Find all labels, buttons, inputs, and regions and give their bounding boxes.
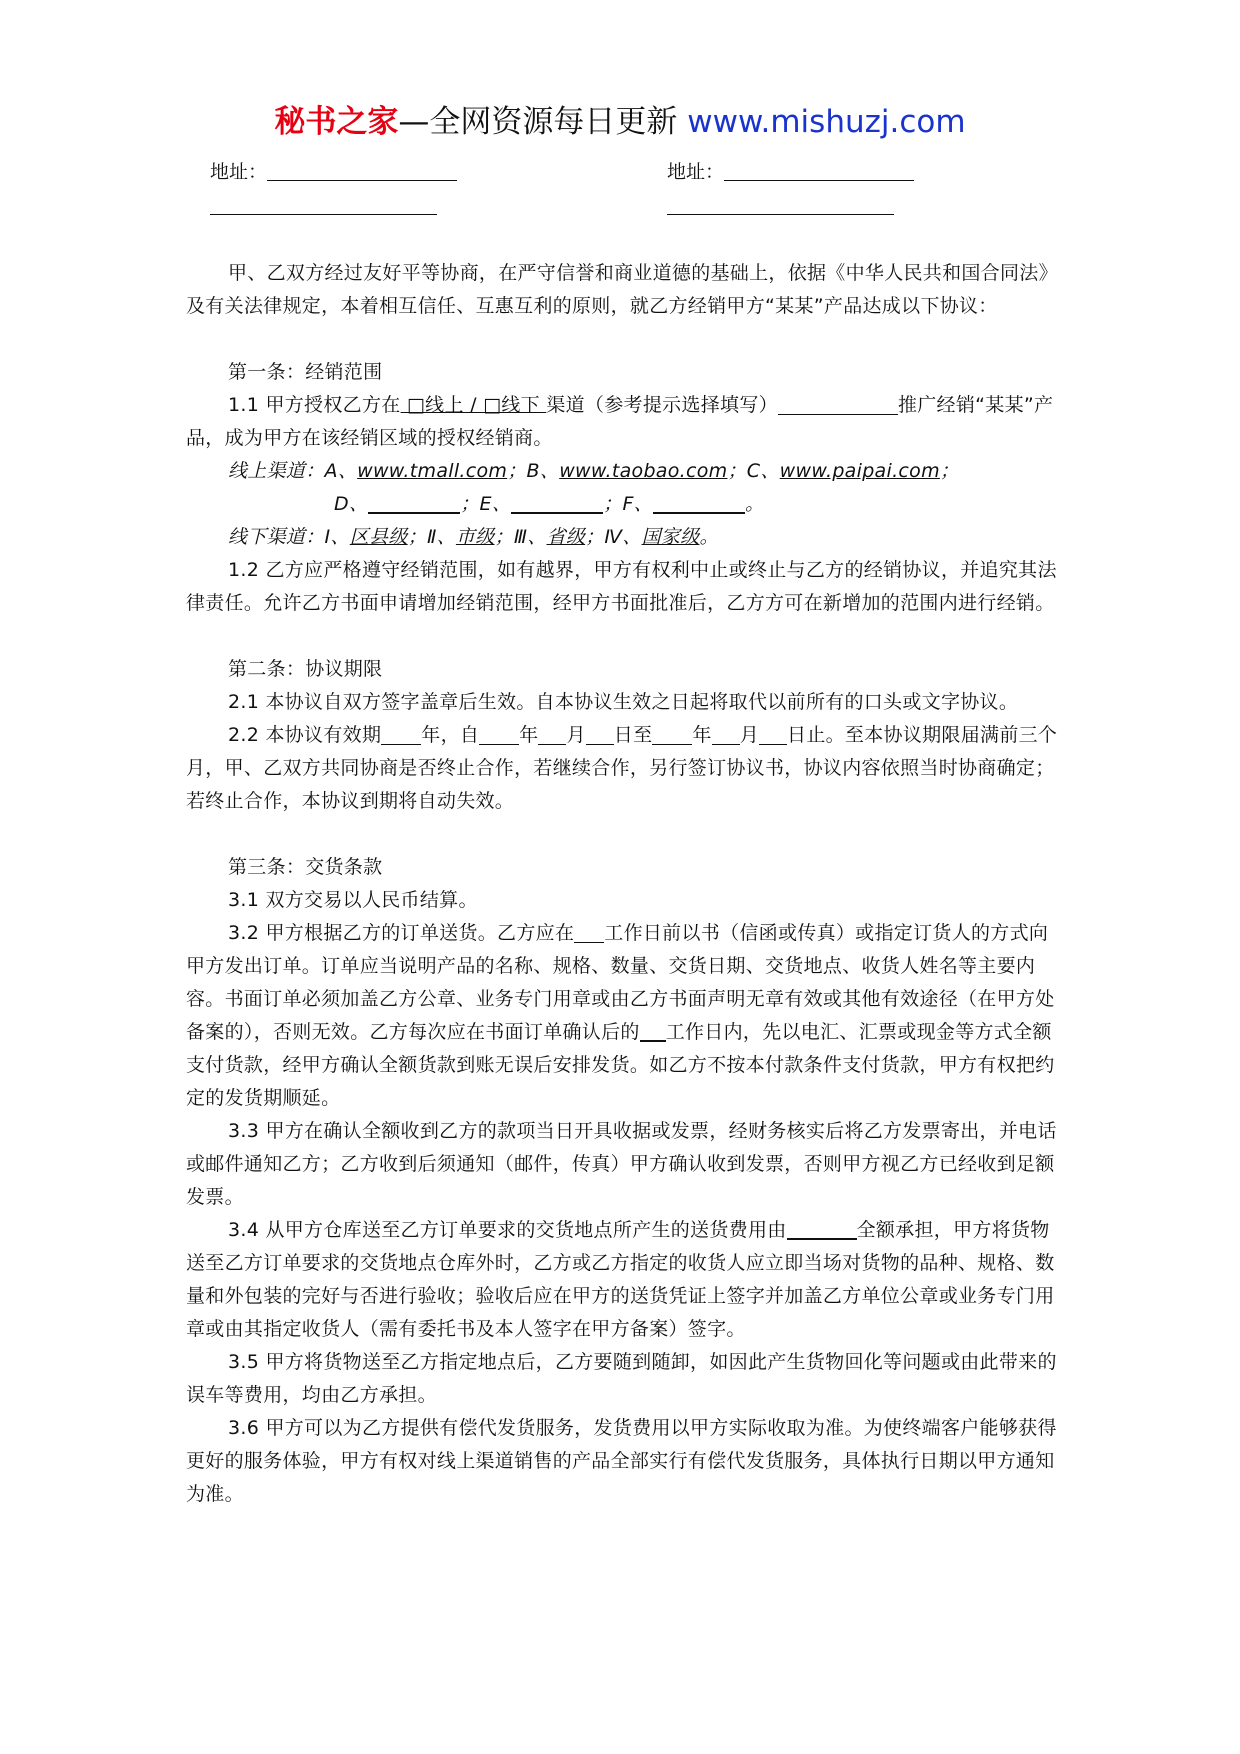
option-e: ；E、 [460,493,512,515]
clause-text: 日至 [613,724,653,746]
tmall-link[interactable]: www.tmall.com [357,460,508,482]
fill-blank[interactable] [787,1216,857,1240]
clause-3-1: 3.1 双方交易以人民币结算。 [228,889,478,911]
taobao-link[interactable]: www.taobao.com [559,460,728,482]
header-slogan: —全网资源每日更新 [398,104,688,140]
option-d: D、 [334,493,369,515]
fill-blank[interactable] [778,392,898,415]
article-1-title: 第一条：经销范围 [228,361,383,383]
clause-text: 全额承担，甲方将货物送至乙方订单要求的交货地点仓库外时，乙方或乙方指定的收货人应立即当场对货物的品种、规格、数量和外包装的完好与否进行验收；验收后应在甲方的送货凭证上签字并加盖乙方单位公章或业务专门用章或由其指定收货人（需有委托书及本人签字在甲方备案）签字。 [186,1219,1055,1340]
offline-label: 线下渠道： [228,526,325,548]
paipai-link[interactable]: www.paipai.com [779,460,940,482]
clause-3-6: 3.6 甲方可以为乙方提供有偿代发货服务，发货费用以甲方实际收取为准。为使终端客户能够获得更好的服务体验，甲方有权对线上渠道销售的产品全部实行有偿代发货服务，具体执行日期以甲方通知为准。 [186,1417,1057,1505]
contract-body [186,257,1064,1511]
clause-3-2 [186,917,1064,1115]
city-level: 市级 [455,526,495,548]
clause-2-2 [186,719,1064,818]
fill-blank[interactable] [759,722,787,745]
clause-text: 年 [692,724,712,746]
fill-blank[interactable] [538,722,566,745]
clause-text: 月 [566,724,586,746]
fill-blank[interactable] [652,722,692,745]
brand-name: 秘书之家 [274,104,399,140]
site-url[interactable]: www.mishuzj.com [687,104,966,140]
party-a-address [210,159,457,185]
clause-text: 工作日前以书（信函或传真）或指定订货人的方式向甲方发出订单。订单应当说明产品的名称、规格、数量、交货日期、交货地点、收货人姓名等主要内容。书面订单必须加盖乙方公章、业务专门用章或由乙方书面声明无章有效或其他有效途径（在甲方处备案的），否则无效。乙方每次应在书面订单确认后的 [186,922,1055,1043]
clause-text: 2.2 本协议有效期 [228,724,382,746]
clause-1-1 [186,389,1064,455]
fill-blank[interactable] [381,722,421,745]
national-level: 国家级 [641,526,700,548]
online-channels [186,455,1064,488]
option-a: A、 [324,460,358,482]
clause-text: 推广经销“某某”产品，成为甲方在该经销区域的授权经销商。 [186,394,1054,449]
fill-blank[interactable] [368,490,460,514]
address-blank-line [210,213,437,215]
address-label: 地址： [210,161,268,183]
province-level: 省级 [546,526,586,548]
clause-3-3: 3.3 甲方在确认全额收到乙方的款项当日开具收据或发票，经财务核实后将乙方发票寄出，并电话或邮件通知乙方；乙方收到后须通知（邮件，传真）甲方确认收到发票，否则甲方视乙方已经收到足额发票。 [186,1120,1057,1208]
address-blank-line [667,213,894,215]
fill-blank[interactable] [653,490,745,514]
clause-text: 1.1 甲方授权乙方在 [228,394,401,416]
fill-blank[interactable] [640,1018,666,1042]
clause-text: 年，自 [421,724,480,746]
option-f: ；F、 [603,493,653,515]
clause-2-1: 2.1 本协议自双方签字盖章后生效。自本协议生效之日起将取代以前所有的口头或文字协议。 [228,691,1019,713]
online-label: 线上渠道： [228,460,325,482]
address-label: 地址： [667,161,725,183]
fill-blank[interactable] [574,920,604,943]
option-3: ；Ⅲ、 [494,526,547,548]
separator: 。 [744,493,765,515]
channel-checkboxes[interactable]: □线上 / □线下 [400,394,547,416]
clause-text: 渠道（参考提示选择填写） [546,394,778,416]
article-2-title: 第二条：协议期限 [228,658,383,680]
clause-text: 工作日内，先以电汇、汇票或现金等方式全额支付货款，经甲方确认全额货款到账无误后安排发货。如乙方不按本付款条件支付货款，甲方有权把约定的发货期顺延。 [186,1021,1055,1109]
option-2: ；Ⅱ、 [407,526,456,548]
separator: ； [939,460,960,482]
option-c: ；C、 [727,460,780,482]
article-3-title: 第三条：交货条款 [228,856,383,878]
clause-1-2: 1.2 乙方应严格遵守经销范围，如有越界，甲方有权利中止或终止与乙方的经销协议，并追究其法律责任。允许乙方书面申请增加经销范围，经甲方书面批准后，乙方方可在新增加的范围内进行经销。 [186,559,1057,614]
clause-3-4 [186,1214,1064,1346]
option-1: Ⅰ、 [324,526,350,548]
address-blank [267,160,457,181]
party-b-address [667,159,914,185]
fill-blank[interactable] [511,490,603,514]
option-b: ；B、 [507,460,560,482]
site-header [0,100,1240,144]
fill-blank[interactable] [586,722,614,745]
fill-blank[interactable] [479,722,519,745]
address-blank [724,160,914,181]
clause-text: 月 [739,724,760,746]
online-channels-extra [186,488,1064,521]
clause-text: 3.2 甲方根据乙方的订单送货。乙方应在 [228,922,575,944]
clause-text: 年 [519,724,539,746]
separator: 。 [699,526,719,548]
fill-blank[interactable] [712,722,740,745]
clause-text: 日止。至本协议期限届满前三个月，甲、乙双方共同协商是否终止合作，若继续合作，另行签订协议书，协议内容依照当时协商确定；若终止合作，本协议到期将自动失效。 [186,724,1058,812]
clause-text: 3.4 从甲方仓库送至乙方订单要求的交货地点所产生的送货费用由 [228,1219,787,1241]
offline-channels [186,521,1064,554]
intro-paragraph: 甲、乙双方经过友好平等协商，在严守信誉和商业道德的基础上，依据《中华人民共和国合同法》及有关法律规定，本着相互信任、互惠互利的原则，就乙方经销甲方“某某”产品达成以下协议： [186,262,1058,317]
county-level: 区县级 [349,526,408,548]
option-4: ；Ⅳ、 [585,526,642,548]
clause-3-5: 3.5 甲方将货物送至乙方指定地点后，乙方要随到随卸，如因此产生货物回化等问题或由此带来的误车等费用，均由乙方承担。 [186,1351,1057,1406]
